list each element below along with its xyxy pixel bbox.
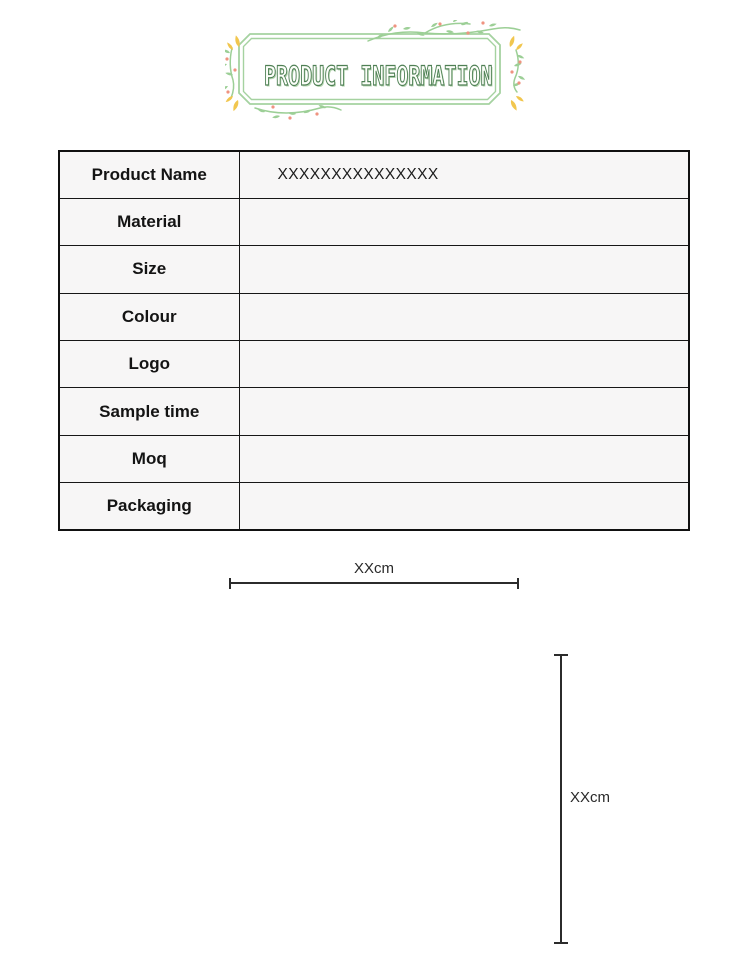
row-label-product-name: Product Name [59, 151, 239, 198]
row-label-material: Material [59, 198, 239, 245]
row-label-logo: Logo [59, 341, 239, 388]
row-value-colour [239, 293, 689, 340]
table-row [59, 483, 689, 530]
height-measure-line [560, 654, 562, 944]
table-row [59, 341, 689, 388]
product-info-table [58, 150, 690, 531]
table-row [59, 435, 689, 482]
row-label-moq: Moq [59, 435, 239, 482]
page-title: PRODUCT INFORMATION [264, 61, 493, 92]
table-row [59, 151, 689, 198]
row-label-colour: Colour [59, 293, 239, 340]
row-value-logo [239, 341, 689, 388]
row-value-packaging [239, 483, 689, 530]
row-label-packaging: Packaging [59, 483, 239, 530]
width-measurement-label: XXcm [353, 560, 394, 577]
row-value-sample-time [239, 388, 689, 435]
width-tick-right [517, 578, 519, 589]
table-row [59, 198, 689, 245]
row-value-moq [239, 435, 689, 482]
height-tick-bottom [554, 942, 568, 944]
height-measurement [553, 654, 613, 944]
table-row [59, 293, 689, 340]
row-value-material [239, 198, 689, 245]
row-label-size: Size [59, 246, 239, 293]
table-row [59, 388, 689, 435]
row-value-size [239, 246, 689, 293]
row-label-sample-time: Sample time [59, 388, 239, 435]
row-value-product-name: XXXXXXXXXXXXXXX [239, 151, 689, 198]
height-measurement-label: XXcm [570, 789, 611, 807]
width-measure-line [229, 582, 519, 584]
header-banner [225, 20, 525, 120]
width-measurement [229, 560, 519, 592]
table-row [59, 246, 689, 293]
